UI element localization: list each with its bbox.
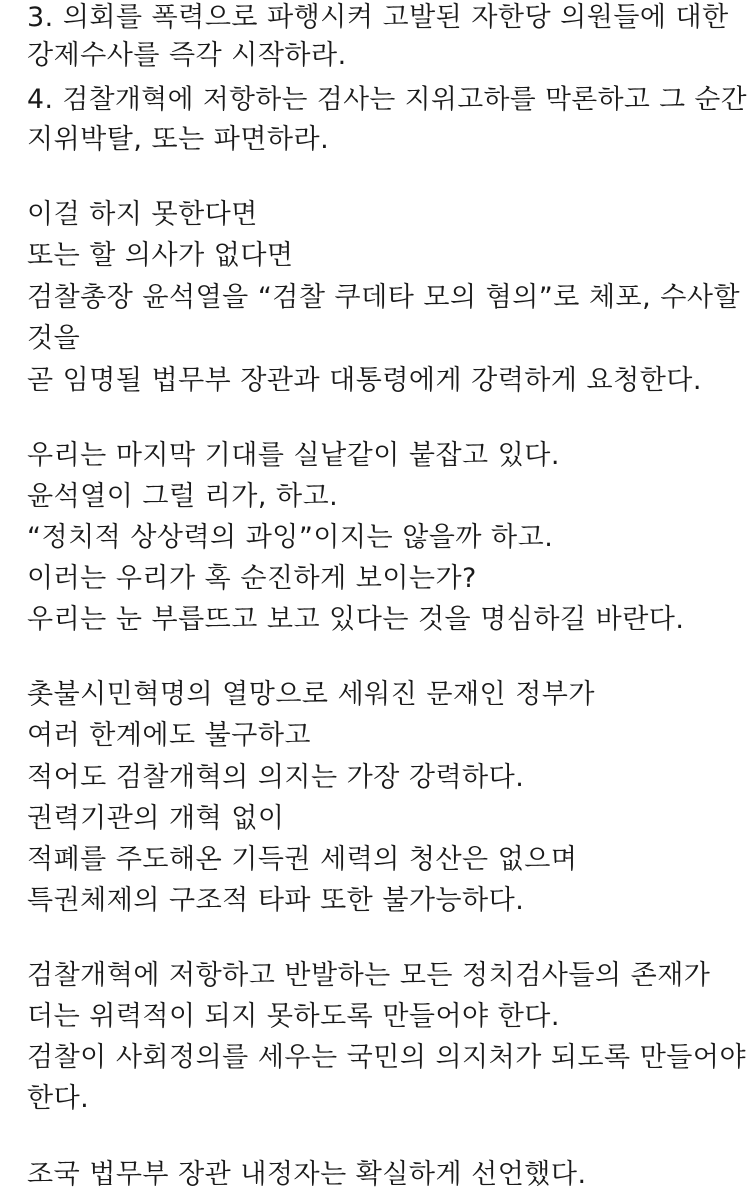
text-line: 3. 의회를 폭력으로 파행시켜 고발된 자한당 의원들에 대한	[27, 2, 729, 33]
text-line: 조국 법무부 장관 내정자는 확실하게 선언했다.	[27, 1159, 587, 1190]
text-line: 더는 위력적이 되지 못하도록 만들어야 한다.	[27, 1001, 560, 1032]
text-line: 윤석열이 그럴 리가, 하고.	[27, 481, 339, 512]
text-line: 우리는 마지막 기대를 실낱같이 붙잡고 있다.	[27, 440, 560, 471]
text-line: 여러 한계에도 불구하고	[27, 720, 311, 751]
text-line: 이걸 하지 못한다면	[27, 199, 258, 230]
text-line: 우리는 눈 부릅뜨고 보고 있다는 것을 명심하길 바란다.	[27, 604, 685, 635]
text-line: 4. 검찰개혁에 저항하는 검사는 지위고하를 막론하고 그 순간	[27, 84, 748, 115]
text-line: 권력기관의 개혁 없이	[27, 803, 285, 834]
text-line: 강제수사를 즉각 시작하라.	[27, 40, 347, 71]
text-line: 검찰총장 윤석열을 “검찰 쿠데타 모의 혐의”로 체포, 수사할	[27, 282, 741, 313]
text-line: 검찰개혁에 저항하고 반발하는 모든 정치검사들의 존재가	[27, 960, 711, 991]
text-line: 또는 할 의사가 없다면	[27, 240, 294, 271]
text-line: 특권체제의 구조적 타파 또한 불가능하다.	[27, 885, 525, 916]
text-line: 촛불시민혁명의 열망으로 세워진 문재인 정부가	[27, 679, 595, 710]
text-line: 검찰이 사회정의를 세우는 국민의 의지처가 되도록 만들어야	[27, 1042, 747, 1073]
text-line: 적어도 검찰개혁의 의지는 가장 강력하다.	[27, 762, 525, 793]
text-line: “정치적 상상력의 과잉”이지는 않을까 하고.	[27, 522, 554, 553]
text-line: 지위박탈, 또는 파면하라.	[27, 124, 330, 155]
text-line: 곧 임명될 법무부 장관과 대통령에게 강력하게 요청한다.	[27, 365, 702, 396]
text-line: 것을	[27, 323, 81, 354]
text-line: 한다.	[27, 1083, 90, 1114]
text-line: 적폐를 주도해온 기득권 세력의 청산은 없으며	[27, 844, 578, 875]
text-line: 이러는 우리가 혹 순진하게 보이는가?	[27, 563, 477, 594]
